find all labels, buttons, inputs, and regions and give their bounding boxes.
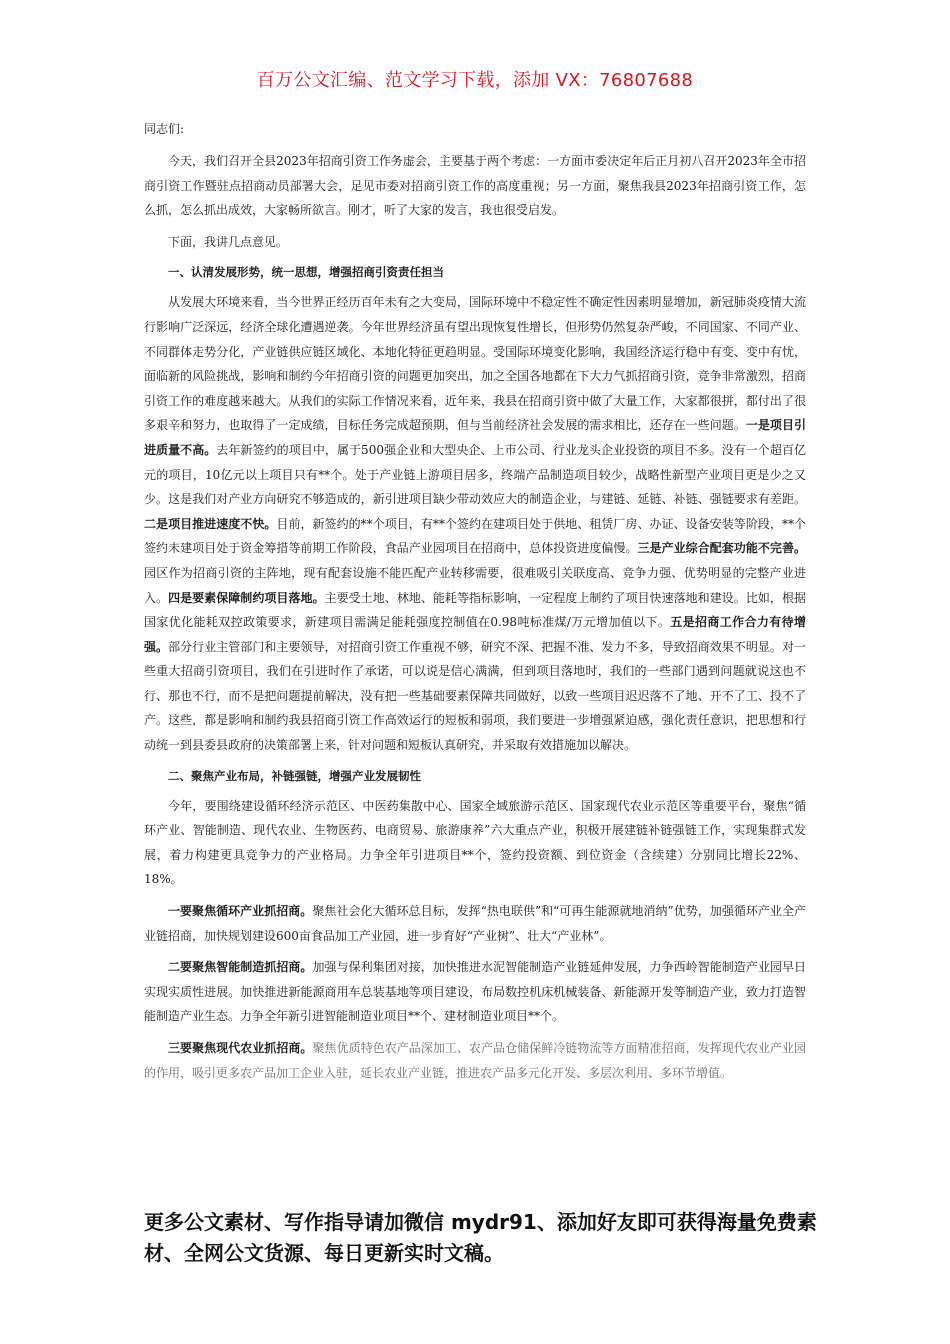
section2-paragraph: 今年，要围绕建设循环经济示范区、中医药集散中心、国家全域旅游示范区、国家现代农业示范区等重要平台，聚焦“循环产业、智能制造、现代农业、生物医药、电商贸易、旅游康养”六大重点产业，积极开展建链补链强链工作，实现集群式发展，着力构建更具竞争力的产业格局。力争全年引进项目**个，签约投资额、到位资金（含续建）分别同比增长22%、18%。 bbox=[144, 798, 806, 887]
greeting: 同志们: bbox=[144, 122, 185, 136]
intro-paragraph: 今天，我们召开全县2023年招商引资工作务虚会，主要基于两个考虑：一方面市委决定年后正月初八召开2023年全市招商引资工作暨驻点招商动员部署大会，足见市委对招商引资工作的高度重视；另一方面，聚焦我县2023年招商引资工作，怎么抓，怎么抓出成效，大家畅所欲言。刚才，听了大家的发言，我也很受启发。 bbox=[144, 154, 806, 218]
item-title: 一要聚焦循环产业抓招商。 bbox=[168, 904, 313, 919]
item-text: 聚焦社会化大循环总目标，发挥“热电联供”和“可再生能源就地消纳”优势，加强循环产业全产业链招商，加快规划建设600亩食品加工产业园，进一步育好“产业树”、壮大“产业林”。 bbox=[144, 904, 806, 943]
item-text: 加强与保利集团对接，加快推进水泥智能制造产业链延伸发展，力争西岭智能制造产业园早日实现实质性进展。加快推进新能源商用车总装基地等项目建设，布局数控机床机械装备、新能源开发等制造产业，致力打造智能制造产业生态。力争全年新引进智能制造业项目**个、建材制造业项目**个。 bbox=[144, 960, 806, 1024]
bold-point-1: 一是项目引进质量不高。 bbox=[144, 418, 806, 457]
section2-item-3 bbox=[144, 1036, 806, 1085]
paragraph-text: 园区作为招商引资的主阵地，现有配套设施不能匹配产业转移需要，很难吸引关联度高、竞争力强、优势明显的完整产业进入。 bbox=[144, 565, 806, 605]
footer-promo: 更多公文素材、写作指导请加微信 mydr91、添加好友即可获得海量免费素材、全网公文货源、每日更新实时文稿。 bbox=[144, 1210, 817, 1265]
paragraph-text: 从发展大环境来看，当今世界正经历百年未有之大变局，国际环境中不稳定性不确定性因素明显增加，新冠肺炎疫情大流行影响广泛深远，经济全球化遭遇逆袭。今年世界经济虽有望出现恢复性增长，但形势仍然复杂严峻，不同国家、不同产业、不同群体走势分化，产业链供应链区域化、本地化特征更趋明显。受国际环境变化影响，我国经济运行稳中有变、变中有忧，面临新的风险挑战，影响和制约今年招商引资的问题更加突出，加之全国各地都在下大力气抓招商引资，竞争非常激烈，招商引资工作的难度越来越大。从我们的实际工作情况来看，近年来，我县在招商引资中做了大量工作，大家都很拼，都付出了很多艰辛和努力，也取得了一定成绩，目标任务完成超预期，但与当前经济社会发展的需求相比，还存在一些问题。 bbox=[144, 295, 806, 433]
item-title: 二要聚焦智能制造抓招商。 bbox=[168, 960, 313, 975]
section-heading-1: 一、认清发展形势，统一思想，增强招商引资责任担当 bbox=[168, 265, 444, 280]
bold-point-3: 三是产业综合配套功能不完善。 bbox=[637, 541, 806, 556]
paragraph-text: 目前，新签约的**个项目，有**个签约在建项目处于供地、租赁厂房、办证、设备安装等阶段，**个签约未建项目处于资金筹措等前期工作阶段，食品产业园项目在招商中，总体投资进度偏慢。 bbox=[144, 516, 806, 556]
document-body bbox=[144, 118, 806, 1092]
item-text: 聚焦优质特色农产品深加工、农产品仓储保鲜冷链物流等方面精准招商，发挥现代农业产业园的作用，吸引更多农产品加工企业入驻，延长农业产业链，推进农产品多元化开发、多层次利用、多环节增值。 bbox=[144, 1041, 806, 1080]
bold-point-5: 五是招商工作合力有待增强。 bbox=[144, 615, 806, 654]
bold-point-4: 四是要素保障制约项目落地。 bbox=[168, 590, 325, 605]
section2-item-2 bbox=[144, 955, 806, 1029]
section-heading-2: 二、聚焦产业布局，补链强链，增强产业发展韧性 bbox=[168, 768, 421, 783]
section2-item-1 bbox=[144, 899, 806, 948]
paragraph-text: 去年新签约的项目中，属于500强企业和大型央企、上市公司、行业龙头企业投资的项目不多。没有一个超百亿元的项目，10亿元以上项目只有**个。处于产业链上游项目居多，终端产品制造项目较少，战略性新型产业项目更是少之又少。这是我们对产业方向研究不够造成的，新引进项目缺少带动效应大的制造企业，与建链、延链、补链、强链要求有差距。 bbox=[144, 442, 806, 507]
header-banner: 百万公文汇编、范文学习下载，添加 VX：76807688 bbox=[256, 70, 694, 91]
paragraph-text: 部分行业主管部门和主要领导，对招商引资工作重视不够，研究不深、把握不准、发力不多，导致招商效果不明显。对一些重大招商引资项目，我们在引进时作了承诺，可以说是信心满满，但到项目落地时，我们的一些部门遇到问题就说这也不行、那也不行，而不是把问题提前解决，没有把一些基础要素保障共同做好，以致一些项目迟迟落不了地、开不了工、投不了产。这些，都是影响和制约我县招商引资工作高效运行的短板和弱项，我们要进一步增强紧迫感，强化责任意识，把思想和行动统一到县委县政府的决策部署上来，针对问题和短板认真研究，并采取有效措施加以解决。 bbox=[144, 639, 806, 753]
intro-transition: 下面，我讲几点意见。 bbox=[168, 234, 289, 249]
section1-paragraph bbox=[144, 290, 806, 757]
paragraph-text: 主要受土地、林地、能耗等指标影响，一定程度上制约了项目快速落地和建设。比如，根据国家优化能耗双控政策要求，新建项目需满足能耗强度控制值在0.98吨标准煤/万元增加值以下。 bbox=[144, 590, 806, 630]
item-title: 三要聚焦现代农业抓招商。 bbox=[168, 1041, 313, 1055]
bold-point-2: 二是项目推进速度不快。 bbox=[144, 516, 277, 531]
